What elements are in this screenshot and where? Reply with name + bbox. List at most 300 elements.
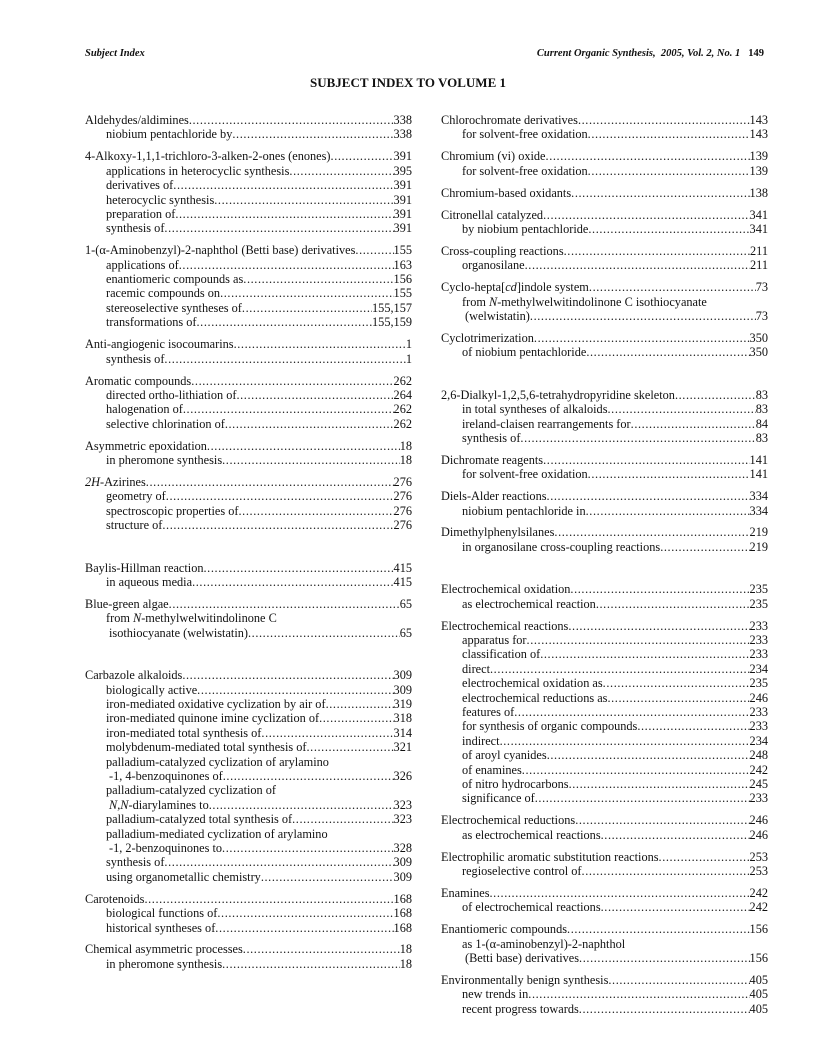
- index-subterm: [441, 987, 768, 1001]
- index-subterm: [85, 755, 412, 769]
- term-text: palladium-catalyzed cyclization of: [106, 783, 277, 798]
- dot-leader: [586, 504, 750, 518]
- index-subterm: [441, 748, 768, 762]
- index-subterm: [85, 697, 412, 711]
- index-entry: [85, 597, 412, 640]
- term-text: Carbazole alkaloids: [85, 668, 183, 683]
- index-subterm: [85, 352, 412, 366]
- dot-leader: [527, 633, 750, 647]
- term-text: for solvent-free oxidation: [462, 127, 588, 142]
- entry-spacer: [441, 482, 768, 490]
- term-text: Cyclo-hepta[cd]indole system: [441, 280, 589, 295]
- index-entry: [85, 149, 412, 235]
- running-header-section: Subject Index: [85, 48, 145, 59]
- dot-leader: [588, 222, 749, 236]
- term-text: selective chlorination of: [106, 416, 225, 431]
- term-text: geometry of: [106, 489, 166, 504]
- page-title: SUBJECT INDEX TO VOLUME 1: [310, 75, 506, 90]
- page-reference: 246: [749, 690, 768, 705]
- dot-leader: [603, 676, 750, 690]
- index-subterm: [85, 683, 412, 697]
- index-term: [85, 113, 412, 127]
- index-subterm: [441, 540, 768, 554]
- index-term: [441, 489, 768, 503]
- term-text: niobium pentachloride by: [106, 127, 233, 142]
- page-reference: 73: [755, 280, 768, 295]
- index-subterm: [85, 453, 412, 467]
- dot-leader: [631, 417, 756, 431]
- dot-leader: [242, 301, 372, 315]
- entry-spacer: [441, 878, 768, 886]
- term-text: of aroyl cyanides: [462, 748, 547, 763]
- term-text: of nitro hydrocarbons: [462, 777, 569, 792]
- page-reference: 245: [749, 777, 768, 792]
- term-text: (welwistatin): [465, 308, 530, 323]
- page-reference: 276: [393, 518, 412, 533]
- term-text: of niobium pentachloride: [462, 345, 587, 360]
- page-reference: 326: [393, 768, 412, 783]
- page-reference: 253: [749, 864, 768, 879]
- term-text: iron-mediated total synthesis of: [106, 725, 262, 740]
- dot-leader: [164, 221, 393, 235]
- index-subterm: [85, 827, 412, 841]
- index-entry: [441, 922, 768, 965]
- term-text: from N-methylwelwitindolinone C isothiocyanate: [462, 294, 707, 309]
- term-text: 2,6-Dialkyl-1,2,5,6-tetrahydropyridine skeleton: [441, 387, 675, 402]
- index-subterm: [85, 207, 412, 221]
- index-entry: [85, 892, 412, 935]
- term-text: racemic compounds on: [106, 286, 221, 301]
- index-term: [85, 374, 412, 388]
- page-reference: 253: [749, 849, 768, 864]
- index-entry: [85, 337, 412, 366]
- section-break: [441, 360, 768, 388]
- dot-leader: [660, 540, 749, 554]
- term-text: enantiomeric compounds as: [106, 272, 244, 287]
- index-subterm: [441, 763, 768, 777]
- page-reference: 391: [393, 192, 412, 207]
- page-reference: 328: [393, 840, 412, 855]
- term-text: applications in heterocyclic synthesis: [106, 163, 290, 178]
- page-reference: 233: [749, 705, 768, 719]
- page-reference: 309: [393, 869, 412, 884]
- dot-leader: [528, 987, 749, 1001]
- term-text: Enantiomeric compounds: [441, 922, 568, 937]
- index-subterm: [85, 812, 412, 826]
- entry-spacer: [441, 178, 768, 186]
- index-entry: [441, 280, 768, 323]
- page-reference: 233: [749, 647, 768, 662]
- index-entry: [441, 525, 768, 554]
- term-text: preparation of: [106, 206, 176, 221]
- entry-spacer: [441, 142, 768, 150]
- page-reference: 141: [749, 467, 768, 482]
- index-subterm: [441, 864, 768, 878]
- term-text: direct: [462, 661, 490, 676]
- term-text: iron-mediated quinone imine cyclization of: [106, 711, 320, 726]
- dot-leader: [535, 791, 750, 805]
- dot-leader: [191, 374, 393, 388]
- dot-leader: [277, 611, 412, 625]
- dot-leader: [578, 113, 750, 127]
- index-term: [441, 886, 768, 900]
- page-reference: 246: [749, 813, 768, 828]
- index-subterm: [441, 467, 768, 481]
- dot-leader: [564, 244, 750, 258]
- term-text: Diels-Alder reactions: [441, 489, 547, 504]
- dot-leader: [179, 258, 394, 272]
- dot-leader: [164, 352, 405, 366]
- page-reference: 143: [749, 113, 768, 127]
- index-subterm: [85, 841, 412, 855]
- index-entry: [85, 668, 412, 884]
- term-text: palladium-catalyzed cyclization of arylamino: [106, 754, 329, 769]
- journal-citation: Current Organic Synthesis, 2005, Vol. 2, No. 1: [536, 48, 741, 59]
- index-subterm: [85, 906, 412, 920]
- page-reference: 233: [749, 618, 768, 633]
- term-text: new trends in: [462, 987, 529, 1002]
- term-text: directed ortho-lithiation of: [106, 387, 237, 402]
- term-text: Blue-green algae: [85, 596, 169, 611]
- page-reference: 155: [393, 243, 412, 258]
- term-text: Electrochemical reactions: [441, 618, 569, 633]
- index-entry: [85, 374, 412, 432]
- dot-leader: [596, 597, 750, 611]
- term-text: as electrochemical reaction: [462, 596, 596, 611]
- dot-leader: [169, 597, 400, 611]
- term-text: for solvent-free oxidation: [462, 163, 588, 178]
- section-break: [441, 554, 768, 582]
- page-reference: 318: [393, 711, 412, 726]
- page-reference: 276: [393, 474, 412, 489]
- dot-leader: [490, 886, 750, 900]
- index-entry: [441, 244, 768, 273]
- page-reference: 242: [749, 885, 768, 900]
- page-reference: 156: [749, 951, 768, 966]
- entry-spacer: [441, 518, 768, 526]
- index-entry: [441, 973, 768, 1016]
- dot-leader: [209, 798, 394, 812]
- index-term: [85, 597, 412, 611]
- index-subterm: [441, 258, 768, 272]
- dot-leader: [530, 309, 756, 323]
- term-text: Environmentally benign synthesis: [441, 973, 609, 987]
- index-entry: [441, 113, 768, 142]
- index-subterm: [85, 611, 412, 625]
- dot-leader: [175, 207, 393, 221]
- index-term: [441, 186, 768, 200]
- entry-spacer: [85, 431, 412, 439]
- term-text: apparatus for: [462, 632, 527, 647]
- index-entry: [441, 813, 768, 842]
- index-subterm: [441, 734, 768, 748]
- dot-leader: [569, 777, 750, 791]
- page-reference: 341: [749, 207, 768, 222]
- term-text: Electrochemical oxidation: [441, 582, 571, 597]
- page-reference: 84: [755, 416, 768, 431]
- page-reference: 168: [393, 891, 412, 906]
- dot-leader: [220, 286, 393, 300]
- index-column-left: [85, 113, 412, 971]
- term-text: stereoselective syntheses of: [106, 300, 242, 315]
- index-entry: [85, 243, 412, 329]
- entry-spacer: [441, 611, 768, 619]
- index-subterm: [85, 769, 412, 783]
- entry-spacer: [85, 935, 412, 943]
- page-reference: 246: [749, 827, 768, 842]
- index-subterm: [85, 258, 412, 272]
- term-text: classification of: [462, 647, 541, 662]
- dot-leader: [189, 113, 394, 127]
- dot-leader: [207, 439, 400, 453]
- term-text: synthesis of: [106, 221, 165, 236]
- entry-spacer: [85, 884, 412, 892]
- term-text: features of: [462, 705, 515, 719]
- dot-leader: [568, 619, 749, 633]
- page-number: 149: [748, 48, 764, 59]
- term-text: palladium-mediated cyclization of arylamino: [106, 826, 328, 841]
- index-term: [85, 892, 412, 906]
- term-text: Chromium (vi) oxide: [441, 149, 546, 164]
- index-subterm: [85, 626, 412, 640]
- term-text: as 1-(α-aminobenzyl)-2-naphthol: [462, 936, 626, 951]
- page-reference: 83: [755, 402, 768, 417]
- page-reference: 321: [393, 740, 412, 755]
- index-subterm: [441, 647, 768, 661]
- term-text: heterocyclic synthesis: [106, 192, 215, 207]
- term-text: synthesis of: [462, 430, 521, 445]
- page-reference: 168: [393, 906, 412, 921]
- term-text: Aldehydes/aldimines: [85, 113, 189, 127]
- term-text: Electrophilic aromatic substitution reactions: [441, 849, 659, 864]
- page-reference: 155: [393, 286, 412, 301]
- index-subterm: [85, 417, 412, 431]
- index-subterm: [85, 388, 412, 402]
- entry-spacer: [441, 323, 768, 331]
- dot-leader: [248, 626, 400, 640]
- index-entry: [441, 886, 768, 915]
- dot-leader: [146, 475, 394, 489]
- dot-leader: [182, 668, 393, 682]
- term-text: biologically active: [106, 682, 198, 697]
- term-text: ireland-claisen rearrangements for: [462, 416, 631, 431]
- index-term: [85, 942, 412, 956]
- page-reference: 18: [399, 956, 412, 971]
- section-break: [85, 533, 412, 561]
- index-subterm: [441, 309, 768, 323]
- page-reference: 65: [399, 596, 412, 611]
- dot-leader: [588, 467, 750, 481]
- term-text: Chemical asymmetric processes: [85, 942, 243, 957]
- index-term: [441, 244, 768, 258]
- page-reference: 211: [750, 258, 768, 273]
- index-entry: [441, 489, 768, 518]
- page-reference: 415: [393, 574, 412, 589]
- dot-leader: [554, 525, 749, 539]
- term-text: transformations of: [106, 315, 197, 330]
- index-subterm: [441, 402, 768, 416]
- page-reference: 143: [749, 127, 768, 142]
- index-entry: [85, 439, 412, 468]
- term-text: Chlorochromate derivatives: [441, 113, 578, 127]
- dot-leader: [659, 850, 750, 864]
- page-reference: 262: [393, 373, 412, 388]
- dot-leader: [197, 683, 393, 697]
- entry-spacer: [441, 915, 768, 923]
- index-subterm: [85, 127, 412, 141]
- index-term: [441, 280, 768, 294]
- term-text: 1-(α-Aminobenzyl)-2-naphthol (Betti base) derivatives: [85, 243, 356, 258]
- index-entry: [441, 208, 768, 237]
- index-subterm: [441, 417, 768, 431]
- page-reference: 415: [393, 560, 412, 575]
- entry-spacer: [85, 330, 412, 338]
- term-text: of enamines: [462, 762, 522, 777]
- term-text: as electrochemical reactions: [462, 827, 601, 842]
- page-reference: 83: [755, 387, 768, 402]
- page-reference: 65: [399, 625, 412, 640]
- term-text: in pheromone synthesis: [106, 956, 223, 971]
- dot-leader: [601, 828, 750, 842]
- page-reference: 264: [393, 387, 412, 402]
- index-entry: [85, 475, 412, 533]
- term-text: Aromatic compounds: [85, 373, 192, 388]
- page-reference: 18: [399, 942, 412, 957]
- index-subterm: [441, 937, 768, 951]
- term-text: derivatives of: [106, 178, 174, 193]
- dot-leader: [243, 942, 400, 956]
- entry-spacer: [441, 966, 768, 974]
- dot-leader: [500, 734, 750, 748]
- page-reference: 156: [749, 922, 768, 937]
- page-reference: 391: [393, 149, 412, 164]
- index-subterm: [441, 719, 768, 733]
- page-reference: 391: [393, 221, 412, 236]
- term-text: by niobium pentachloride: [462, 221, 589, 236]
- term-text: electrochemical reductions as: [462, 690, 608, 705]
- dot-leader: [543, 208, 749, 222]
- index-term: [441, 525, 768, 539]
- dot-leader: [276, 783, 412, 797]
- term-text: in aqueous media: [106, 574, 193, 589]
- term-text: N,N-diarylamines to: [109, 797, 209, 812]
- index-term: [441, 619, 768, 633]
- page-reference: 233: [749, 632, 768, 647]
- index-term: [85, 668, 412, 682]
- dot-leader: [567, 922, 750, 936]
- term-text: Carotenoids: [85, 891, 145, 906]
- index-entry: [441, 619, 768, 806]
- index-term: [441, 922, 768, 936]
- page-reference: 323: [393, 812, 412, 827]
- index-subterm: [441, 127, 768, 141]
- index-subterm: [85, 272, 412, 286]
- dot-leader: [540, 647, 749, 661]
- index-entry: [441, 453, 768, 482]
- term-text: Asymmetric epoxidation: [85, 438, 207, 453]
- running-header-journal: [537, 48, 764, 59]
- term-text: Baylis-Hillman reaction: [85, 560, 204, 575]
- page-reference: 1: [405, 351, 412, 366]
- index-subterm: [85, 315, 412, 329]
- dot-leader: [329, 755, 412, 769]
- page-reference: 139: [749, 149, 768, 164]
- index-entry: [441, 186, 768, 200]
- index-subterm: [441, 431, 768, 445]
- dot-leader: [234, 337, 406, 351]
- index-subterm: [85, 286, 412, 300]
- dot-leader: [608, 973, 749, 987]
- dot-leader: [225, 417, 394, 431]
- index-subterm: [441, 828, 768, 842]
- entry-spacer: [441, 273, 768, 281]
- dot-leader: [239, 504, 394, 518]
- index-entry: [441, 331, 768, 360]
- term-text: palladium-catalyzed total synthesis of: [106, 812, 293, 827]
- entry-spacer: [85, 589, 412, 597]
- term-text: for synthesis of organic compounds: [462, 719, 638, 734]
- index-subterm: [85, 798, 412, 812]
- index-subterm: [441, 633, 768, 647]
- page-reference: 405: [749, 987, 768, 1002]
- dot-leader: [222, 841, 394, 855]
- dot-leader: [204, 561, 394, 575]
- index-subterm: [441, 662, 768, 676]
- dot-leader: [588, 164, 750, 178]
- dot-leader: [575, 813, 749, 827]
- dot-leader: [570, 582, 749, 596]
- index-subterm: [441, 1002, 768, 1016]
- index-term: [85, 475, 412, 489]
- index-entry: [85, 561, 412, 590]
- dot-leader: [144, 892, 393, 906]
- dot-leader: [625, 937, 768, 951]
- page-reference: 405: [749, 973, 768, 987]
- section-break: [85, 640, 412, 668]
- index-subterm: [441, 164, 768, 178]
- term-text: electrochemical oxidation as: [462, 676, 603, 691]
- term-text: applications of: [106, 257, 179, 272]
- page-reference: 309: [393, 855, 412, 870]
- page-reference: 156: [393, 272, 412, 287]
- term-text: molybdenum-mediated total synthesis of: [106, 740, 307, 755]
- dot-leader: [355, 243, 393, 257]
- dot-leader: [222, 957, 400, 971]
- index-term: [441, 388, 768, 402]
- term-text: iron-mediated oxidative cyclization by air of: [106, 696, 326, 711]
- index-subterm: [441, 705, 768, 719]
- index-subterm: [441, 900, 768, 914]
- page-reference: 219: [749, 525, 768, 540]
- dot-leader: [261, 870, 394, 884]
- dot-leader: [588, 127, 750, 141]
- page-reference: 248: [749, 748, 768, 763]
- index-subterm: [85, 726, 412, 740]
- page-reference: 18: [399, 438, 412, 453]
- entry-spacer: [85, 236, 412, 244]
- index-subterm: [85, 489, 412, 503]
- dot-leader: [675, 388, 756, 402]
- dot-leader: [236, 388, 393, 402]
- index-entry: [441, 582, 768, 611]
- term-text: -1, 4-benzoquinones of: [109, 768, 223, 783]
- index-subterm: [441, 691, 768, 705]
- term-text: Dichromate reagents: [441, 452, 544, 467]
- index-subterm: [441, 791, 768, 805]
- index-subterm: [441, 777, 768, 791]
- index-subterm: [441, 597, 768, 611]
- term-text: 2H-Azirines: [85, 474, 146, 489]
